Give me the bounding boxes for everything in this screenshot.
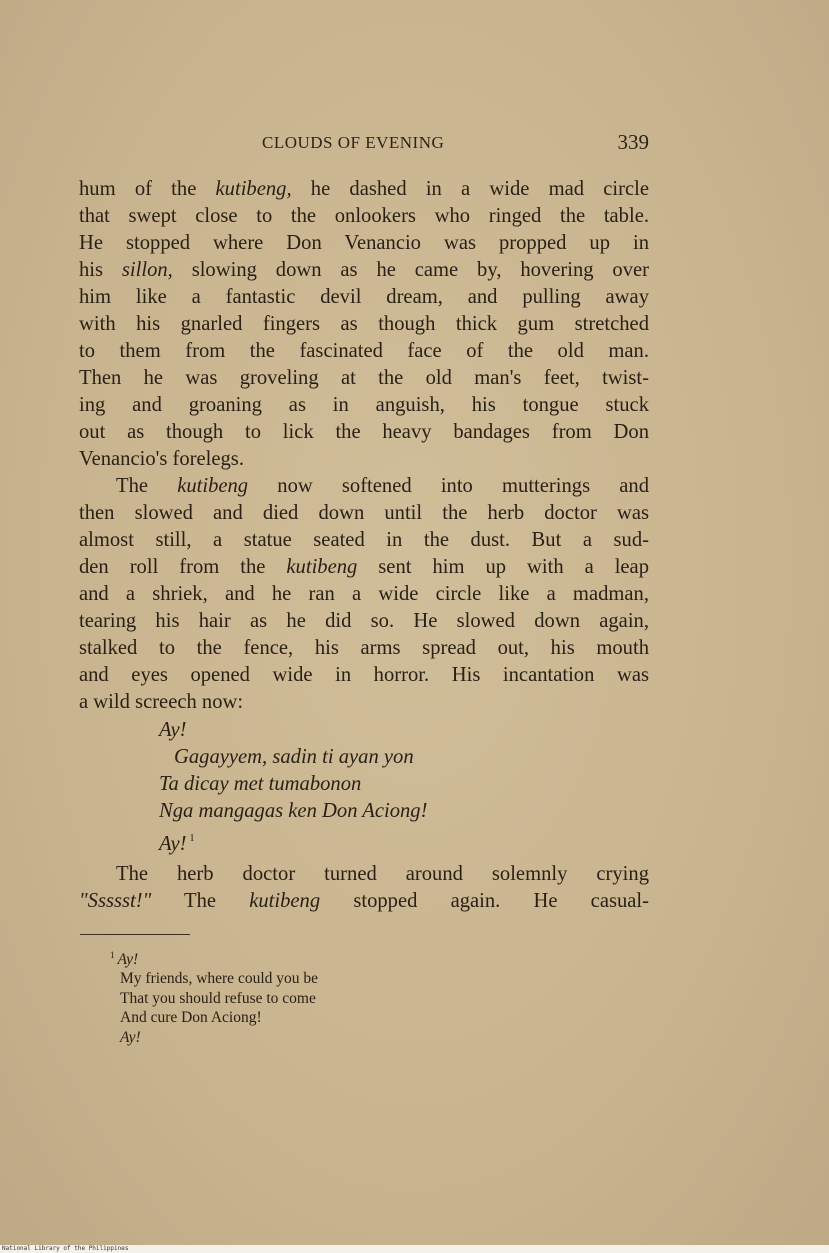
- verse-line: Ay! $^1$: [159, 833, 195, 855]
- library-credit: National Library of the Philippines: [0, 1245, 829, 1253]
- footnote-line: $^1$ Ay!: [110, 950, 139, 968]
- running-title: CLOUDS OF EVENING: [262, 133, 445, 152]
- text-line: his sillon, slowing down as he came by, hovering over: [79, 259, 649, 281]
- text-line: out as though to lick the heavy bandages from Don: [79, 421, 649, 443]
- text-line: with his gnarled fingers as though thick gum stretched: [79, 313, 649, 335]
- verse-line: Gagayyem, sadin ti ayan yon: [174, 746, 414, 768]
- verse-line: Ay!: [159, 719, 187, 741]
- footnote-line: Ay!: [120, 1028, 141, 1046]
- body-text: [79, 176, 649, 915]
- text-line: to them from the fascinated face of the old man.: [79, 340, 649, 362]
- text-line: Then he was groveling at the old man's feet, twist-: [79, 367, 649, 389]
- verse-line: Ta dicay met tumabonon: [159, 773, 362, 795]
- text-line: stalked to the fence, his arms spread out, his mouth: [79, 637, 649, 659]
- page-number: 339: [617, 130, 649, 154]
- text-line: Venancio's forelegs.: [79, 448, 244, 470]
- footnote-line: And cure Don Aciong!: [120, 1009, 262, 1027]
- footnote-line: That you should refuse to come: [120, 989, 316, 1007]
- paragraph-1: [79, 176, 649, 473]
- footnote: [110, 946, 318, 1047]
- text-line: him like a fantastic devil dream, and pulling away: [79, 286, 649, 308]
- incantation-verse: [79, 717, 649, 858]
- paragraph-3: [79, 861, 649, 915]
- paragraph-2: [79, 473, 649, 716]
- text-line: hum of the kutibeng, he dashed in a wide mad circle: [79, 178, 649, 200]
- text-line: The herb doctor turned around solemnly crying: [116, 863, 649, 885]
- footnote-marker: 1: [110, 950, 115, 960]
- text-line: The kutibeng now softened into mutterings and: [116, 475, 649, 497]
- text-line: and eyes opened wide in horror. His incantation was: [79, 664, 649, 686]
- text-line: almost still, a statue seated in the dust. But a sud-: [79, 529, 649, 551]
- text-line: tearing his hair as he did so. He slowed down again,: [79, 610, 649, 632]
- text-line: ing and groaning as in anguish, his tongue stuck: [79, 394, 649, 416]
- text-line: and a shriek, and he ran a wide circle like a madman,: [79, 583, 649, 605]
- footnote-line: My friends, where could you be: [120, 970, 319, 988]
- page-header: [0, 130, 829, 156]
- text-line: "Ssssst!" The kutibeng stopped again. He casual-: [79, 890, 649, 912]
- text-line: He stopped where Don Venancio was propped up in: [79, 232, 649, 254]
- text-line: a wild screech now:: [79, 691, 244, 713]
- text-line: then slowed and died down until the herb doctor was: [79, 502, 649, 524]
- footnote-divider: [80, 934, 190, 935]
- text-line: that swept close to the onlookers who ringed the table.: [79, 205, 649, 227]
- footnote-reference[interactable]: 1: [189, 833, 195, 844]
- verse-line: Nga mangagas ken Don Aciong!: [159, 800, 428, 822]
- text-line: den roll from the kutibeng sent him up with a leap: [79, 556, 649, 578]
